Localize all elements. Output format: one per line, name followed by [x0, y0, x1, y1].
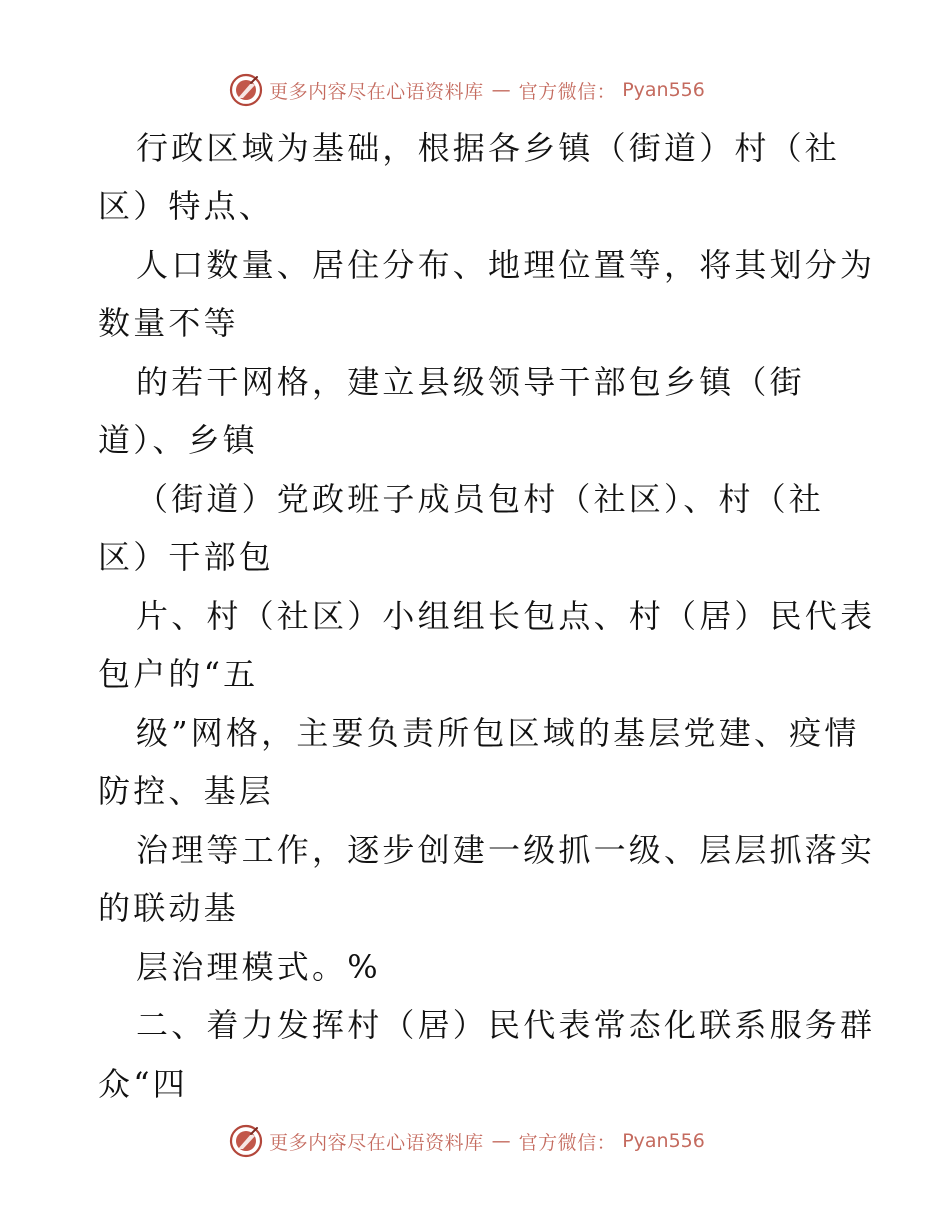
body-line: 片、村（社区）小组组长包点、村（居）民代表 [136, 597, 876, 635]
body-line: 区）干部包 [98, 538, 275, 576]
header-watermark [0, 70, 950, 110]
body-line: 道）、乡镇 [98, 421, 259, 459]
body-line: 行政区域为基础，根据各乡镇（街道）村（社 [136, 129, 841, 167]
watermark-text: 更多内容尽在心语资料库 [269, 1131, 484, 1154]
watermark-label: 官方微信： [518, 1131, 617, 1154]
watermark-label: 官方微信： [518, 80, 617, 103]
body-line: 的联动基 [98, 889, 239, 927]
body-line: 二、着力发挥村（居）民代表常态化联系服务群 [136, 1006, 876, 1044]
body-line: 人口数量、居住分布、地理位置等，将其划分为 [136, 246, 876, 284]
watermark-handle: Pyan556 [622, 1130, 705, 1152]
body-line: （街道）党政班子成员包村（社区）、村（社 [136, 480, 825, 518]
body-line: 治理等工作，逐步创建一级抓一级、层层抓落实 [136, 831, 876, 869]
feather-pen-seal-icon [229, 73, 263, 107]
body-line: 的若干网格，建立县级领导干部包乡镇（街 [136, 363, 805, 401]
body-line: 包户的“五 [98, 655, 259, 693]
body-line: 防控、基层 [98, 772, 275, 810]
watermark-text: 更多内容尽在心语资料库 [269, 80, 484, 103]
header-watermark-inner [229, 73, 705, 107]
footer-watermark [0, 1121, 950, 1161]
watermark-separator: — [491, 1130, 511, 1152]
feather-pen-seal-icon [229, 1124, 263, 1158]
body-line: 区）特点、 [98, 187, 275, 225]
footer-watermark-inner [229, 1124, 705, 1158]
body-line: 数量不等 [98, 304, 239, 342]
body-line: 众“四 [98, 1065, 188, 1103]
body-line: 层治理模式。% [136, 948, 381, 986]
body-line: 级”网格，主要负责所包区域的基层党建、疫情 [136, 714, 860, 752]
watermark-separator: — [491, 79, 511, 101]
watermark-handle: Pyan556 [622, 79, 705, 101]
